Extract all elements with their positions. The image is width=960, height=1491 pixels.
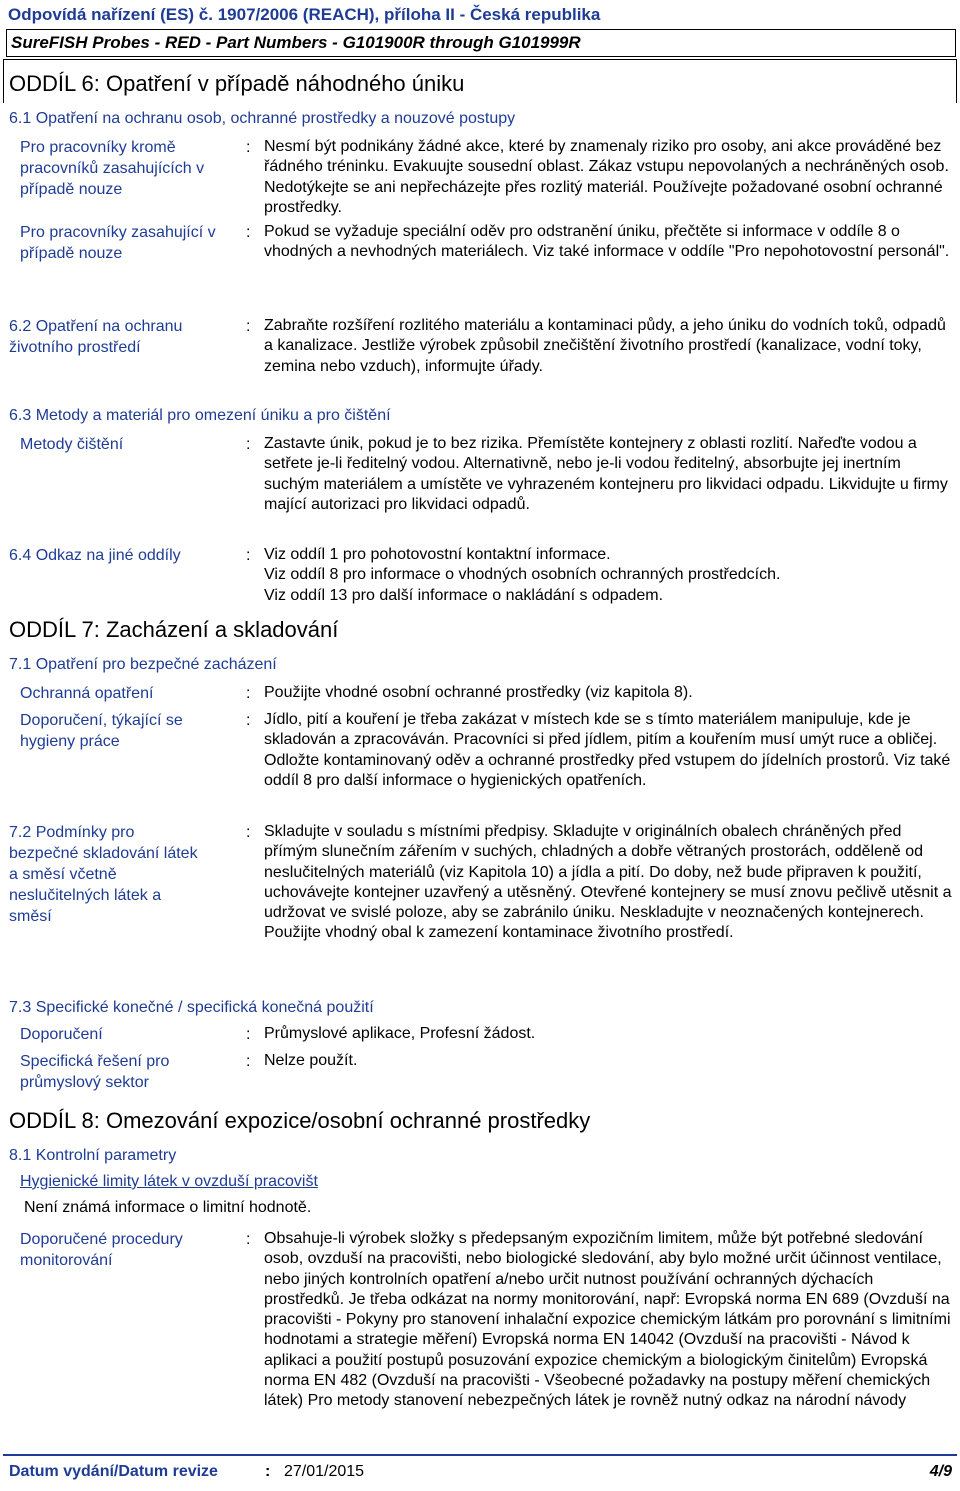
section-7-2-label: 7.2 Podmínky pro bezpečné skladování látek a směsí včetně neslučitelných látek a směsí bbox=[9, 824, 198, 925]
exposure-limits-text: Není známá informace o limitní hodnotě. bbox=[24, 1199, 312, 1216]
emergency-text: Pokud se vyžaduje speciální oděv pro odstranění úniku, přečtěte si informace v oddíle 8 o vhodných a nevhodných materiálech. Viz také informace v oddíle "Pro nepohotovostní personál". bbox=[264, 223, 950, 261]
section-6-3-heading: 6.3 Metody a materiál pro omezení úniku a pro čištění bbox=[9, 407, 391, 424]
industry-solutions-label: Specifická řešení pro průmyslový sektor bbox=[20, 1053, 170, 1091]
section-6-1-heading: 6.1 Opatření na ochranu osob, ochranné prostředky a nouzové postupy bbox=[9, 110, 516, 127]
hygiene-text: Jídlo, pití a kouření je třeba zakázat v místech kde se s tímto materiálem manipuluje, kde je skladován a zpracováván. Pracovníci si před jídlem, pitím a kouřením musí umýt ruce a obličej. Odložte kontaminovaný oděv a ochranné prostředky před vstupem do jídelních prostorů. Viz také oddíl 8 pro další informace o hygienických opatřeních. bbox=[264, 711, 951, 789]
colon: : bbox=[246, 1026, 251, 1043]
colon: : bbox=[246, 318, 251, 335]
section-6-4-label: 6.4 Odkaz na jiné oddíly bbox=[9, 547, 181, 564]
colon: : bbox=[246, 824, 251, 841]
section-7-1-heading: 7.1 Opatření pro bezpečné zacházení bbox=[9, 656, 277, 673]
product-title-box bbox=[6, 29, 956, 57]
recommendation-text: Průmyslové aplikace, Profesní žádost. bbox=[264, 1025, 536, 1042]
protective-measures-text: Použijte vhodné osobní ochranné prostředky (viz kapitola 8). bbox=[264, 684, 693, 701]
colon: : bbox=[246, 1231, 251, 1248]
footer-colon: : bbox=[265, 1463, 271, 1480]
section-8-1-heading: 8.1 Kontrolní parametry bbox=[9, 1147, 177, 1164]
footer-divider bbox=[3, 1454, 957, 1456]
recommendation-label: Doporučení bbox=[20, 1026, 103, 1043]
colon: : bbox=[246, 712, 251, 729]
section-6-2-label: 6.2 Opatření na ochranu životního prostředí bbox=[9, 318, 183, 356]
colon: : bbox=[246, 685, 251, 702]
hygiene-label: Doporučení, týkající se hygieny práce bbox=[20, 712, 183, 750]
monitoring-text: Obsahuje-li výrobek složky s předepsaným expozičním limitem, může být potřebné sledování osob, ovzduší na pracovišti, nebo biologické sledování, aby bylo možné určit účinnost ventilace, nebo jiných kontrolních opatření a/nebo určit nutnost používání ochranných dýchacích prostředků. Je třeba odkázat na normy monitorování, např: Evropská norma EN 689 (Ovzduší na pracovišti - Pokyny pro stanovení inhalační expozice chemickým látkám pro porovnání s limitními hodnotami a strategie měření) Evropská norma EN 14042 (Ovzduší na pracovišti - Návod k aplikaci a použití postupů posuzování expozice chemickým a biologickým činitelům) Evropská norma EN 482 (Ovzduší na pracovišti - Všeobecné požadavky na postupy měření chemických látek) Pro metody stanovení nebezpečných látek je rovněž nutný odkaz na národní návody bbox=[264, 1230, 951, 1410]
footer-date-label: Datum vydání/Datum revize bbox=[9, 1463, 218, 1480]
protective-measures-label: Ochranná opatření bbox=[20, 685, 154, 702]
non-emergency-label: Pro pracovníky kromě pracovníků zasahujících v případě nouze bbox=[20, 139, 205, 198]
cleaning-methods-text: Zastavte únik, pokud je to bez rizika. Přemístěte kontejnery z oblasti rozlití. Nařeďte vodou a setřete je-li ředitelný vodou. Alternativně, nebo je-li vodou ředitelný, absorbujte jej inertním suchým materiálem a umístěte ve vyhrazeném kontejneru pro likvidaci odpadu. Likvidujte u firmy mající autorizaci pro likvidaci odpadů. bbox=[264, 435, 948, 513]
footer-date: 27/01/2015 bbox=[284, 1463, 365, 1480]
exposure-limits-heading: Hygienické limity látek v ovzduší pracovišt bbox=[20, 1173, 318, 1190]
regulation-line: Odpovídá nařízení (ES) č. 1907/2006 (REACH), příloha II - Česká republika bbox=[8, 5, 601, 24]
product-title: SureFISH Probes - RED - Part Numbers - G101900R through G101999R bbox=[11, 33, 581, 52]
section-6-4-text bbox=[264, 545, 956, 606]
reference-line: Viz oddíl 1 pro pohotovostní kontaktní informace. bbox=[264, 546, 611, 563]
section-7-2-text: Skladujte v souladu s místními předpisy. Skladujte v originálních obalech chráněných před přímým slunečním zářením v suchých, chladných a dobře větraných prostorách, odděleně od neslučitelných materiálů (viz Kapitola 10) a jídla a pití. Do doby, než bude připraven k použití, uchovávejte kontejner uzavřený a utěsněný. Otevřené kontejnery se musí znovu pečlivě utěsnit a udržovat ve svislé poloze, aby se zabránilo úniku. Neskladujte v neoznačených kontejnerech. Použijte vhodný obal k zamezení kontaminace životního prostředí. bbox=[264, 823, 952, 942]
colon: : bbox=[246, 436, 251, 453]
section-7-3-heading: 7.3 Specifické konečné / specifická konečná použití bbox=[9, 999, 374, 1016]
reference-line: Viz oddíl 8 pro informace o vhodných osobních ochranných prostředcích. bbox=[264, 566, 781, 584]
section-8-title: ODDÍL 8: Omezování expozice/osobní ochranné prostředky bbox=[9, 1108, 591, 1133]
section-7-title: ODDÍL 7: Zacházení a skladování bbox=[9, 617, 339, 642]
colon: : bbox=[246, 547, 251, 564]
monitoring-label: Doporučené procedury monitorování bbox=[20, 1231, 183, 1269]
section-6-title: ODDÍL 6: Opatření v případě náhodného úniku bbox=[9, 71, 465, 96]
cleaning-methods-label: Metody čištění bbox=[20, 436, 124, 453]
industry-solutions-text: Nelze použít. bbox=[264, 1052, 358, 1069]
reference-line: Viz oddíl 13 pro další informace o nakládání s odpadem. bbox=[264, 586, 664, 604]
colon: : bbox=[246, 1053, 251, 1070]
non-emergency-text: Nesmí být podnikány žádné akce, které by znamenaly riziko pro osoby, ani akce prováděné bez řádného tréninku. Evakuujte sousední oblast. Zákaz vstupu nepovolaných a nechráněných osob. Nedotýkejte se ani nepřecházejte přes rozlitý materiál. Používejte požadované osobní ochranné prostředky. bbox=[264, 138, 949, 216]
colon: : bbox=[246, 139, 251, 156]
section-6-2-text: Zabraňte rozšíření rozlitého materiálu a kontaminaci půdy, a jeho úniku do vodních toků, odpadů a kanalizace. Jestliže výrobek způsobil znečištění životního prostředí (kanalizace, vodní toky, zemina nebo vzduch), informujte úřady. bbox=[264, 317, 946, 375]
colon: : bbox=[246, 224, 251, 241]
page-number: 4/9 bbox=[929, 1463, 952, 1480]
emergency-label: Pro pracovníky zasahující v případě nouze bbox=[20, 224, 216, 262]
